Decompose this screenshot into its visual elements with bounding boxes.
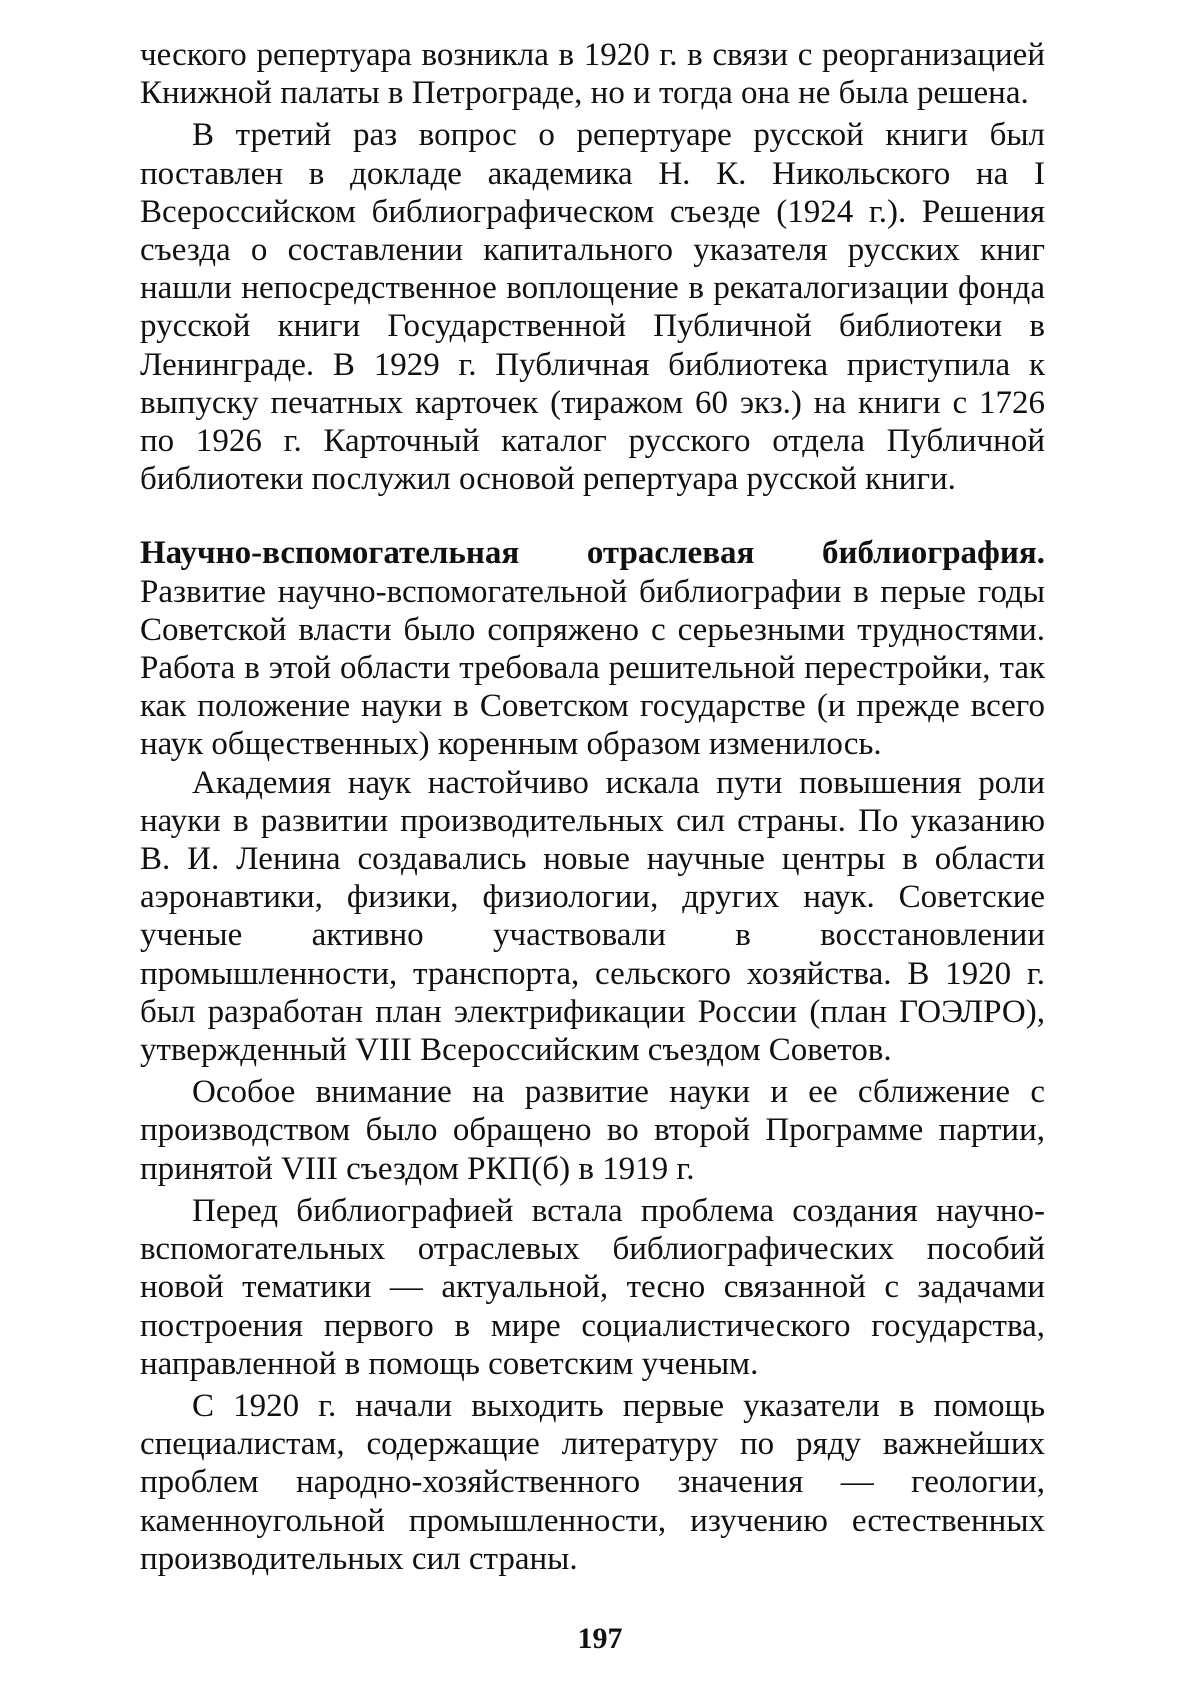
page-number: 197 bbox=[577, 1622, 623, 1655]
paragraph-academy: Академия наук настойчиво искала пути повышения роли науки в развитии производительных сил страны. По указанию В. И. Ленина создавались новые научные центры в области аэронавтики, физики, физиологии, других наук. Советские ученые активно участвовали в восстановлении промышленности, транспорта, сельского хозяйства. В 1920 г. был разработан план электрификации России (план ГОЭЛРО), утвержденный VIII Всероссийским съездом Советов. bbox=[140, 764, 1045, 1069]
paragraph-problem: Перед библиографией встала проблема создания научно-вспомогательных отраслевых библиографических пособий новой тематики — актуальной, тесно связанной с задачами построения первого в мире социалистического государства, направленной в помощь советским ученым. bbox=[140, 1192, 1045, 1382]
paragraph-continued: ческого репертуара возникла в 1920 г. в связи с реорганизацией Книжной палаты в Петрограде, но и тогда она не была решена. bbox=[140, 37, 1045, 112]
paragraph-repertoire: В третий раз вопрос о репертуаре русской книги был поставлен в докладе академика Н. К. Никольского на I Всероссийском библиографическом съезде (1924 г.). Решения съезда о составлении капитального указателя русских книг нашли непосредственное воплощение в рекаталогизации фонда русской книги Государственной Публичной библиотеки в Ленинграде. В 1929 г. Публичная библиотека приступила к выпуску печатных карточек (тиражом 60 экз.) на книги с 1726 по 1926 г. Карточный каталог русского отдела Публичной библиотеки послужил основой репертуара русской книги. bbox=[140, 117, 1045, 498]
page-body bbox=[140, 36, 1045, 1582]
paragraph-indexes: С 1920 г. начали выходить первые указатели в помощь специалистам, содержащие литературу по ряду важнейших проблем народно-хозяйственного значения — геологии, каменноугольной промышленности, изучению естественных производительных сил страны. bbox=[140, 1387, 1045, 1577]
section-paragraph bbox=[140, 534, 1045, 763]
paragraph-program: Особое внимание на развитие науки и ее сближение с производством было обращено во второй Программе партии, принятой VIII съездом РКП(б) в 1919 г. bbox=[140, 1074, 1045, 1187]
section-intro-text: Развитие научно-вспомогательной библиографии в перые годы Советской власти было сопряжено с серьезными трудностями. Работа в этой области требовала решительной перестройки, так как положение науки в Советском государстве (и прежде всего наук общественных) коренным образом изменилось. bbox=[140, 573, 1045, 763]
section-heading: Научно-вспомогательная отраслевая библиография. bbox=[140, 535, 1045, 572]
